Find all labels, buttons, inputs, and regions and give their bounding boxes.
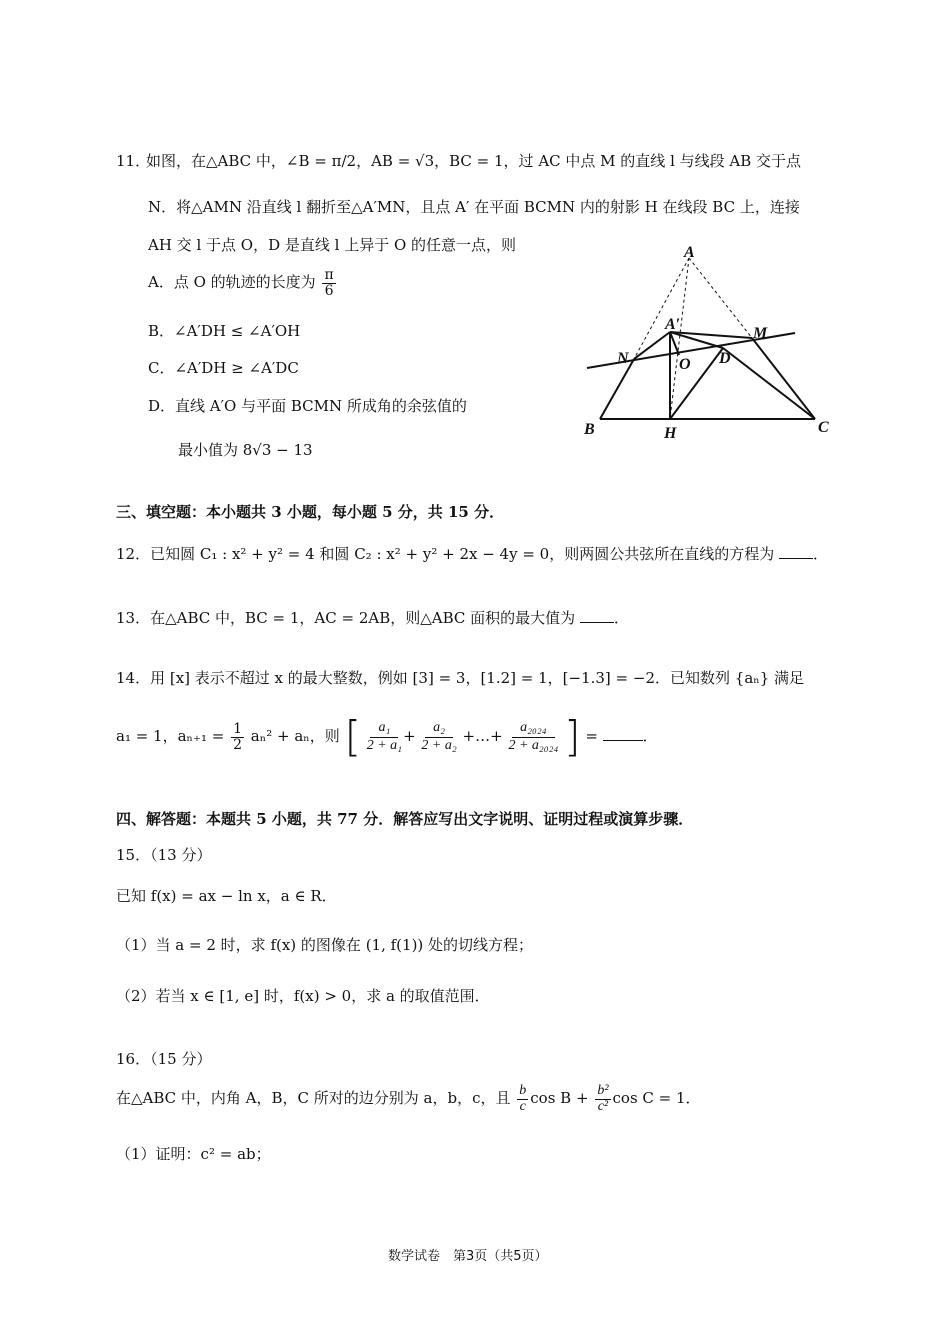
label-D: D [719, 350, 731, 367]
q12-end: ． [813, 545, 829, 563]
q16-frac-1-den: c [519, 1098, 526, 1114]
q14-term-1 [367, 720, 402, 753]
q14-half [231, 722, 244, 752]
q11-number: 11． [116, 152, 151, 170]
q15-heading: 15．（13 分） [116, 846, 212, 864]
q15-part-2: （2）若当 x ∈ [1, e] 时，f(x) > 0，求 a 的取值范围． [116, 987, 490, 1005]
q11-option-a [148, 268, 338, 298]
q11-option-d-line2: 最小值为 8√3 − 13 [178, 441, 313, 459]
option-a-numerator: π [324, 267, 334, 283]
q15-part-1: （1）当 a = 2 时，求 f(x) 的图像在 (1, f(1)) 处的切线方程； [116, 936, 534, 954]
q14-half-den: 2 [233, 736, 243, 753]
option-a-text: A．点 O 的轨迹的长度为 [148, 273, 316, 292]
geometry-figure [575, 238, 850, 448]
q14-term-1-den: 2 + a₁ [366, 737, 403, 753]
q14-number: 14． [116, 669, 151, 687]
q11-option-b: B．∠A′DH ≤ ∠A′OH [148, 322, 301, 340]
q16-given-c: cos C = 1． [612, 1089, 701, 1108]
q14-end: ． [642, 727, 658, 745]
q14-floor-left: [ [344, 712, 361, 761]
q16-frac-1 [517, 1084, 528, 1114]
q13-number: 13． [116, 609, 151, 627]
label-H: H [664, 425, 677, 442]
section-3-heading: 三、填空题：本小题共 3 小题，每小题 5 分，共 15 分． [116, 503, 505, 521]
q14-half-num: 1 [233, 720, 243, 737]
q16-frac-2-den: c² [597, 1098, 609, 1114]
label-B: B [584, 421, 595, 438]
q14-term-1-num: a₁ [370, 720, 398, 737]
q14-answer-blank [603, 726, 643, 741]
q16-heading: 16．（15 分） [116, 1050, 212, 1068]
q12 [116, 543, 828, 564]
q16-given-a: 在△ABC 中，内角 A，B，C 所对的边分别为 a，b，c，且 [116, 1089, 511, 1108]
q14-term-3-den: 2 + a₂₀₂₄ [508, 737, 559, 753]
q15-given: 已知 f(x) = ax − ln x，a ∈ R． [116, 887, 337, 905]
q11-option-c: C．∠A′DH ≥ ∠A′DC [148, 359, 299, 377]
q16-given-b: cos B + [530, 1089, 589, 1108]
label-N: N [617, 350, 629, 367]
label-O: O [679, 356, 691, 373]
q12-answer-blank [779, 544, 813, 559]
q11-line1: 如图，在△ABC 中，∠B = π/2，AB = √3，BC = 1，过 AC 中点 M 的直线 l 与线段 AB 交于点 [146, 152, 802, 170]
option-a-denominator: 6 [324, 282, 334, 299]
q14-term-2-num: a₂ [425, 720, 453, 737]
q16-frac-2-num: b² [597, 1083, 609, 1098]
q11-line2: N．将△AMN 沿直线 l 翻折至△A′MN，且点 A′ 在平面 BCMN 内的射影 H 在线段 BC 上，连接 [148, 198, 800, 216]
q14-line1 [116, 667, 804, 688]
q16-part-1: （1）证明：c² = ab； [116, 1145, 271, 1163]
label-A-prime: A′ [665, 316, 681, 333]
q14-recurrence-b: aₙ² + aₙ，则 [250, 727, 340, 745]
q13-end: ． [613, 609, 629, 627]
q14-equals: = [585, 727, 598, 745]
q13 [116, 607, 629, 628]
q13-text: 在△ABC 中，BC = 1，AC = 2AB，则△ABC 面积的最大值为 [150, 609, 576, 627]
q16-given [116, 1084, 701, 1114]
q12-text: 已知圆 C₁ : x² + y² = 4 和圆 C₂ : x² + y² + 2x − 4y = 0，则两圆公共弦所在直线的方程为 [150, 545, 775, 563]
q11-line3: AH 交 l 于点 O，D 是直线 l 上异于 O 的任意一点，则 [148, 236, 517, 254]
q14-line2: a₁ = 1，aₙ₊₁ = $\frac{1}{2}$ aₙ² + aₙ，则 [ $\frac{\text{a₁}}{\text{2 + a₁}}$ + $\frac{\text{a₂}}{\text{2 + a₂}}$ +…+ $\frac{\text{a₂₀₂₄}}{\text{2 + a₂₀₂₄}}$ ] = ． [116, 712, 658, 761]
q12-number: 12． [116, 545, 151, 563]
q14-floor-right: ] [564, 712, 581, 761]
q16-frac-1-num: b [519, 1083, 527, 1098]
q14-term-3 [508, 720, 558, 753]
q11-option-d-line1: D．直线 A′O 与平面 BCMN 所成角的余弦值的 [148, 397, 467, 415]
q14-term-2 [421, 720, 456, 753]
q14-term-2-den: 2 + a₂ [421, 737, 457, 753]
q14-term-3-num: a₂₀₂₄ [512, 720, 554, 737]
page-footer: 数学试卷 第3页（共5页） [388, 1249, 548, 1264]
q13-answer-blank [580, 608, 614, 623]
label-A: A [684, 244, 695, 261]
section-4-heading: 四、解答题：本题共 5 小题，共 77 分．解答应写出文字说明、证明过程或演算步骤． [116, 810, 694, 828]
q14-text: 用 [x] 表示不超过 x 的最大整数，例如 [3] = 3，[1.2] = 1，[−1.3] = −2．已知数列 {aₙ} 满足 [150, 669, 805, 687]
label-M: M [753, 325, 768, 342]
q14-dots: +…+ [462, 727, 503, 745]
option-a-fraction [322, 268, 335, 298]
q16-frac-2 [595, 1084, 610, 1114]
label-C: C [818, 419, 829, 436]
q14-recurrence-a: a₁ = 1，aₙ₊₁ = [116, 727, 225, 745]
